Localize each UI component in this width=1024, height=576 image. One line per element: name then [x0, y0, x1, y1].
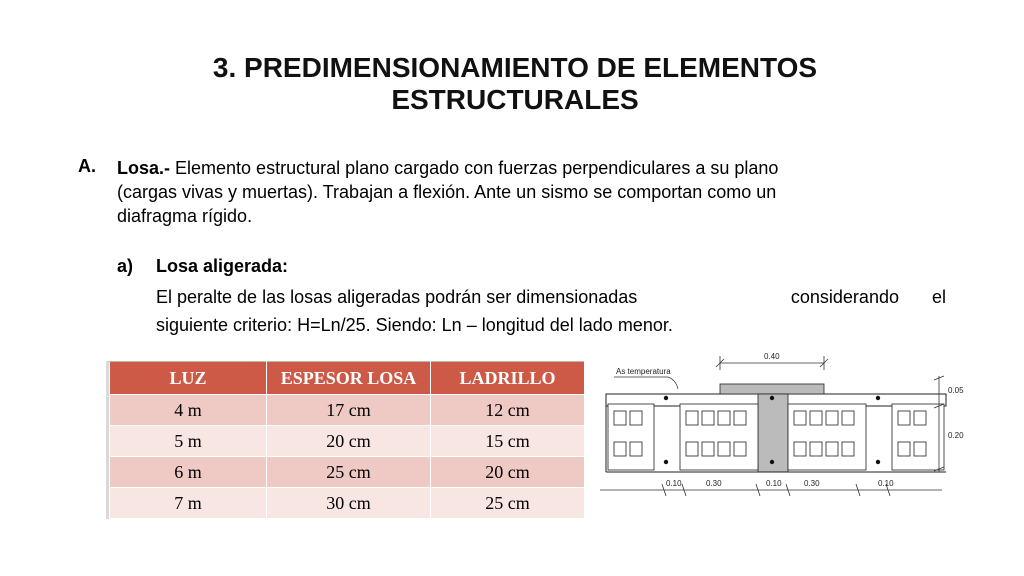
brick-partial-left	[608, 404, 654, 470]
cell-ladrillo: 25 cm	[431, 488, 585, 519]
sub-a-line1-part1: El peralte de las losas aligeradas podrán ser dimensionadas	[156, 287, 638, 307]
sub-a-marker: a)	[117, 256, 134, 276]
cell-espesor: 30 cm	[267, 488, 431, 519]
cell-luz: 4 m	[110, 395, 267, 426]
right-dim-bottom: 0.20	[948, 431, 964, 440]
sub-a-heading: Losa aligerada:	[156, 256, 289, 276]
slide-title	[110, 52, 920, 116]
header-espesor: ESPESOR LOSA	[267, 362, 431, 395]
bottom-dim-1: 0.10	[666, 479, 682, 488]
section-a-line1	[117, 156, 917, 180]
cell-luz: 6 m	[110, 457, 267, 488]
cell-luz: 7 m	[110, 488, 267, 519]
brick-right	[788, 404, 866, 470]
bottom-dim-3: 0.10	[766, 479, 782, 488]
cell-ladrillo: 15 cm	[431, 426, 585, 457]
section-a-line2: (cargas vivas y muertas). Trabajan a flexión. Ante un sismo se comportan como un	[117, 182, 777, 202]
slab-table	[109, 361, 585, 519]
sub-a-line2: siguiente criterio: H=Ln/25. Siendo: Ln – longitud del lado menor.	[156, 315, 673, 335]
sub-a-line1-part3: el	[931, 287, 946, 307]
section-a-term: Losa.-	[117, 158, 171, 178]
table-row	[110, 488, 585, 519]
slide-title-line2: ESTRUCTURALES	[391, 84, 639, 115]
top-fill	[720, 384, 824, 394]
cell-espesor: 25 cm	[267, 457, 431, 488]
cell-ladrillo: 12 cm	[431, 395, 585, 426]
bottom-dim-5: 0.10	[878, 479, 894, 488]
section-a-text	[117, 156, 917, 228]
table-row	[110, 426, 585, 457]
header-ladrillo: LADRILLO	[431, 362, 585, 395]
bottom-dim-4: 0.30	[804, 479, 820, 488]
cell-espesor: 17 cm	[267, 395, 431, 426]
sub-a-line1	[156, 285, 946, 309]
slab-section-drawing	[596, 346, 976, 506]
table-row	[110, 395, 585, 426]
right-dim-top: 0.05	[948, 386, 964, 395]
cell-ladrillo: 20 cm	[431, 457, 585, 488]
callout-arrow	[668, 377, 678, 389]
callout-label: As temperatura	[616, 367, 671, 376]
brick-partial-right	[892, 404, 944, 470]
section-a-marker: A.	[78, 156, 96, 176]
header-luz: LUZ	[110, 362, 267, 395]
table-header-row	[110, 362, 585, 395]
cell-espesor: 20 cm	[267, 426, 431, 457]
table-row	[110, 457, 585, 488]
brick-left	[680, 404, 758, 470]
bottom-dim-2: 0.30	[706, 479, 722, 488]
section-a-line1-text: Elemento estructural plano cargado con fuerzas perpendiculares a su plano	[170, 158, 779, 178]
cell-luz: 5 m	[110, 426, 267, 457]
section-a-line3: diafragma rígido.	[117, 206, 253, 226]
slide-title-line1: 3. PREDIMENSIONAMIENTO DE ELEMENTOS	[212, 52, 818, 83]
sub-a-paragraph	[156, 285, 946, 337]
top-dim-label: 0.40	[764, 352, 780, 361]
sub-a-line1-part2: considerando	[790, 287, 899, 307]
